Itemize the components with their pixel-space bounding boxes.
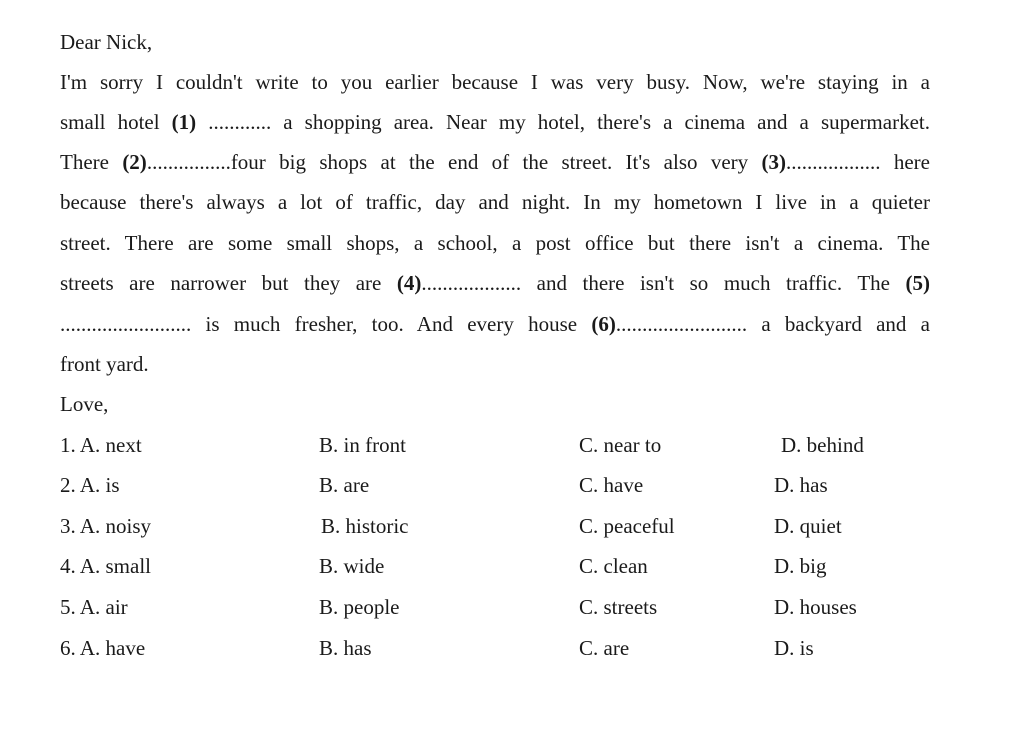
letter-line [60,312,930,336]
letter-line [60,231,930,255]
question-row [60,433,930,457]
option-b: B. wide [319,554,385,578]
letter-last-line: front yard. [60,352,149,376]
question-row [60,595,930,619]
option-c: C. streets [579,595,658,619]
letter-text: ................... and there isn't so much traffic. The [421,271,906,295]
letter-text: There [60,150,123,174]
letter-text: small hotel [60,110,172,134]
option-a: 3. A. noisy [60,514,152,538]
option-a: 4. A. small [60,554,152,578]
letter-line [60,150,930,174]
option-c: C. clean [579,554,648,578]
option-b: B. are [319,473,370,497]
option-c: C. near to [579,433,662,457]
option-b: B. people [319,595,400,619]
letter-text: ............ a shopping area. Near my hotel, there's a cinema and a supermarket. [196,110,930,134]
option-a: 6. A. have [60,636,146,660]
closing: Love, [60,392,109,416]
option-c: C. are [579,636,630,660]
letter-text: .................. here [786,150,930,174]
option-d: D. has [774,473,828,497]
letter-text: because there's always a lot of traffic, day and night. In my hometown I live in a quieter [60,190,930,214]
blank-number: (3) [761,150,787,174]
letter-line [60,271,930,295]
option-b: B. historic [321,514,409,538]
letter-text: I'm sorry I couldn't write to you earlier because I was very busy. Now, we're staying in a [60,70,930,94]
option-d: D. quiet [774,514,842,538]
option-a: 2. A. is [60,473,120,497]
letter-line [60,110,930,134]
blank-number: (6) [591,312,616,336]
letter-text: streets are narrower but they are [60,271,397,295]
letter-text: ................four big shops at the end of the street. It's also very [146,150,762,174]
option-d: D. big [774,554,827,578]
option-d: D. is [774,636,814,660]
option-a: 5. A. air [60,595,128,619]
letter-line [60,70,930,94]
option-b: B. has [319,636,372,660]
question-row [60,473,930,497]
letter-text: ......................... a backyard and a [615,312,930,336]
letter-text: street. There are some small shops, a school, a post office but there isn't a cinema. The [60,231,930,255]
option-c: C. peaceful [579,514,675,538]
blank-number: (5) [905,271,930,295]
letter-line [60,190,930,214]
blank-number: (1) [171,110,197,134]
question-row [60,554,930,578]
greeting: Dear Nick, [60,30,153,54]
option-d: D. behind [781,433,864,457]
blank-number: (4) [396,271,422,295]
letter-text: ......................... is much fresher, too. And every house [60,312,592,336]
option-b: B. in front [319,433,406,457]
option-d: D. houses [774,595,857,619]
question-row [60,636,930,660]
option-c: C. have [579,473,644,497]
option-a: 1. A. next [60,433,142,457]
question-row [60,514,930,538]
blank-number: (2) [122,150,147,174]
